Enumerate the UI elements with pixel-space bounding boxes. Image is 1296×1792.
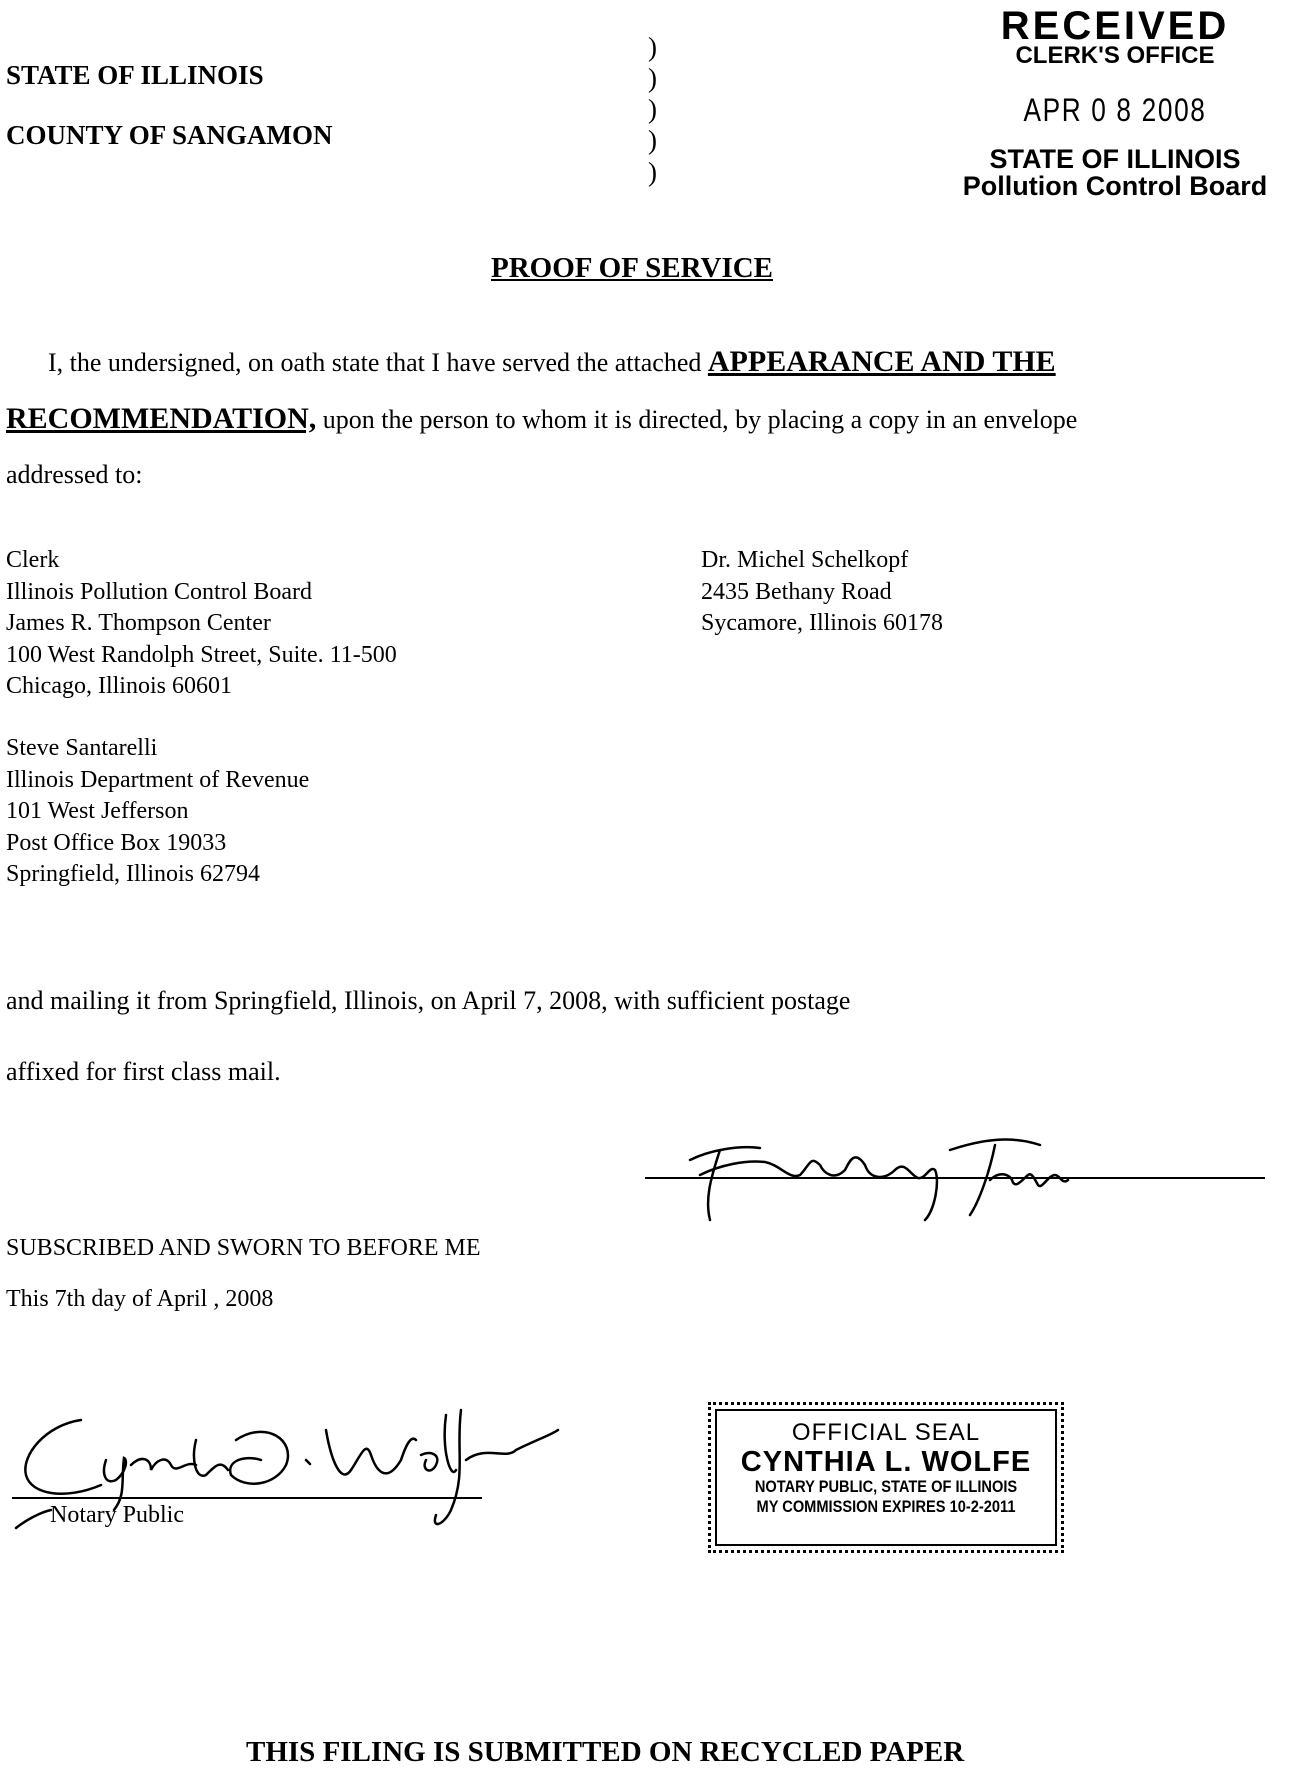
subscribed-line: SUBSCRIBED AND SWORN TO BEFORE ME (6, 1235, 481, 1261)
mailing-line-2: affixed for first class mail. (6, 1057, 281, 1086)
recipient-block-santarelli (6, 733, 309, 891)
caption-paren: ) (648, 125, 657, 155)
address-line: 101 West Jefferson (6, 798, 189, 824)
address-line: James R. Thompson Center (6, 610, 271, 636)
recipient-block-schelkopf (701, 545, 943, 640)
notary-date-line: This 7th day of April , 2008 (6, 1286, 274, 1312)
caption-paren: ) (648, 32, 657, 62)
caption-county: COUNTY OF SANGAMON (6, 120, 333, 150)
address-line: Clerk (6, 547, 60, 573)
caption-paren: ) (648, 94, 657, 124)
address-line: Chicago, Illinois 60601 (6, 673, 232, 699)
document-title: PROOF OF SERVICE (491, 252, 774, 284)
address-line: Illinois Department of Revenue (6, 766, 310, 793)
caption-state: STATE OF ILLINOIS (6, 60, 264, 90)
address-line: 100 West Randolph Street, Suite. 11-500 (6, 641, 397, 668)
address-line: Dr. Michel Schelkopf (701, 547, 909, 573)
seal-commission-expiry: MY COMMISSION EXPIRES 10-2-2011 (756, 1497, 1016, 1516)
caption-paren: ) (648, 63, 657, 93)
stamp-office: CLERK'S OFFICE (1015, 42, 1215, 69)
notary-public-label: Notary Public (50, 1502, 184, 1528)
recycled-paper-footer: THIS FILING IS SUBMITTED ON RECYCLED PAPER (246, 1736, 965, 1768)
seal-heading: OFFICIAL SEAL (791, 1419, 981, 1446)
recipient-block-clerk (6, 545, 397, 703)
body-line-2 (6, 402, 1077, 436)
signer-signature-line (645, 1177, 1265, 1179)
address-line: Post Office Box 19033 (6, 829, 227, 856)
body-line-1-text: I, the undersigned, on oath state that I have served the attached (48, 348, 702, 377)
seal-notary-name: CYNTHIA L. WOLFE (740, 1446, 1032, 1478)
address-line: Sycamore, Illinois 60178 (701, 610, 943, 636)
stamp-board: Pollution Control Board (962, 171, 1268, 201)
body-line-3: addressed to: (6, 460, 143, 489)
address-line: Springfield, Illinois 62794 (6, 861, 260, 887)
received-stamp (955, 4, 1275, 201)
official-seal (708, 1402, 1064, 1553)
mailing-line-1: and mailing it from Springfield, Illinois, on April 7, 2008, with sufficient postage (6, 986, 851, 1015)
stamp-state: STATE OF ILLINOIS (989, 144, 1241, 174)
address-line: 2435 Bethany Road (701, 578, 892, 605)
address-line: Illinois Pollution Control Board (6, 578, 313, 605)
address-line: Steve Santarelli (6, 735, 158, 761)
seal-notary-state: NOTARY PUBLIC, STATE OF ILLINOIS (754, 1477, 1018, 1496)
caption-paren: ) (648, 157, 657, 187)
notary-signature-line (12, 1497, 482, 1499)
signer-signature (650, 1120, 1080, 1230)
stamp-received: RECEIVED (1000, 4, 1230, 48)
served-document-title-part-2: RECOMMENDATION, (6, 402, 317, 435)
served-document-title-part-1: APPEARANCE AND THE (707, 345, 1056, 378)
stamp-date: APR 0 8 2008 (1023, 92, 1207, 128)
body-line-1 (48, 345, 1056, 379)
body-line-2-text: upon the person to whom it is directed, by placing a copy in an envelope (322, 405, 1078, 434)
